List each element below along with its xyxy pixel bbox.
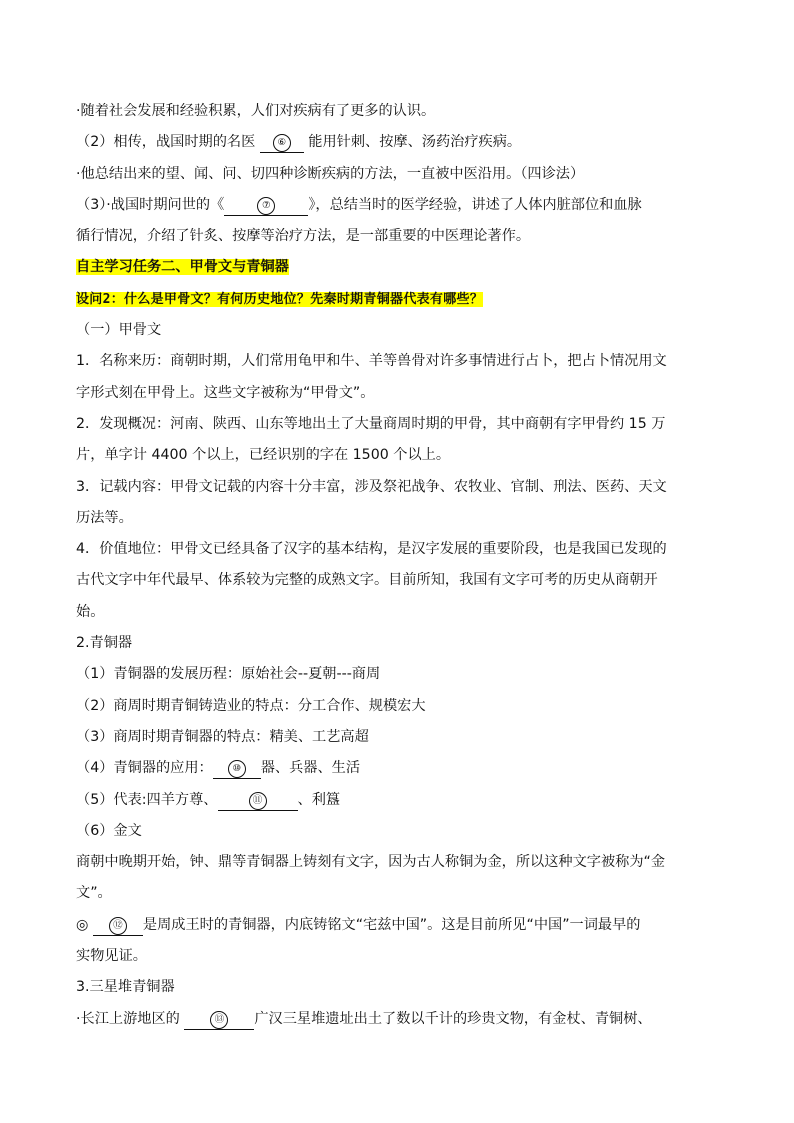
text-span: （3）·战国时期问世的《 xyxy=(76,196,225,213)
text-span: 广汉三星堆遗址出土了数以千计的珍贵文物，有金杖、青铜树、 xyxy=(254,1010,652,1027)
section-heading xyxy=(76,252,724,283)
text-line: 古代文字中年代最早、体系较为完整的成熟文字。目前所知，我国有文字可考的历史从商朝开 xyxy=(76,572,658,589)
text-span: ◎ xyxy=(76,916,93,933)
text-line xyxy=(76,1004,724,1035)
text-span: （5）代表:四羊方尊、 xyxy=(76,791,218,808)
blank-number: ⑪ xyxy=(249,792,267,810)
text-line: ·随着社会发展和经验积累，人们对疾病有了更多的认识。 xyxy=(76,103,436,119)
text-line: 历法等。 xyxy=(76,509,133,526)
text-line: ·他总结出来的望、闻、问、切四种诊断疾病的方法，一直被中医沿用。（四诊法） xyxy=(76,165,585,182)
fill-blank[interactable] xyxy=(184,1010,254,1030)
document-page xyxy=(76,96,724,1035)
fill-blank[interactable] xyxy=(260,133,304,153)
text-line: 片，单字计 4400 个以上，已经识别的字在 1500 个以上。 xyxy=(76,447,451,464)
text-span: 能用针刺、按摩、汤药治疗疾病。 xyxy=(303,134,522,151)
subsection-heading: （一）甲骨文 xyxy=(76,322,162,339)
fill-blank[interactable] xyxy=(93,916,143,936)
text-span: ·长江上游地区的 xyxy=(76,1010,185,1027)
list-item: （6）金文 xyxy=(76,822,142,839)
question-line xyxy=(76,284,724,315)
text-span: 、利簋 xyxy=(297,791,341,808)
text-line: 3．记载内容：甲骨文记载的内容十分丰富，涉及祭祀战争、农牧业、官制、刑法、医药、天文 xyxy=(76,478,667,495)
highlighted-heading: 自主学习任务二、甲骨文与青铜器 xyxy=(76,259,289,276)
text-line: 商朝中晚期开始，钟、鼎等青铜器上铸刻有文字，因为古人称铜为金，所以这种文字被称为“金 xyxy=(76,854,666,871)
list-item xyxy=(76,753,724,784)
text-line: 文”。 xyxy=(76,885,112,902)
text-line: 2．发现概况：河南、陕西、山东等地出土了大量商周时期的甲骨，其中商朝有字甲骨约 15 万 xyxy=(76,415,666,432)
list-item xyxy=(76,785,724,816)
fill-blank[interactable] xyxy=(218,791,298,811)
text-line: 始。 xyxy=(76,603,105,620)
list-item: （1）青铜器的发展历程：原始社会--夏朝---商周 xyxy=(76,666,381,683)
subsection-heading: 2.青铜器 xyxy=(76,635,133,652)
text-line: 实物见证。 xyxy=(76,948,147,965)
blank-number: ⑦ xyxy=(257,197,275,215)
fill-blank[interactable] xyxy=(213,759,261,779)
text-line: 循行情况，介绍了针炙、按摩等治疗方法，是一部重要的中医理论著作。 xyxy=(76,228,531,245)
text-line: 4．价值地位：甲骨文已经具备了汉字的基本结构，是汉字发展的重要阶段，也是我国已发现的 xyxy=(76,541,667,558)
text-line xyxy=(76,910,724,941)
highlighted-question: 设问2：什么是甲骨文？有何历史地位？先秦时期青铜器代表有哪些？ xyxy=(76,291,484,307)
text-span: 》，总结当时的医学经验，讲述了人体内脏部位和血脉 xyxy=(308,196,642,213)
list-item: （2）商周时期青铜铸造业的特点：分工合作、规模宏大 xyxy=(76,697,426,714)
blank-number: ⑩ xyxy=(228,760,246,778)
text-line: 字形式刻在甲骨上。这些文字被称为“甲骨文”。 xyxy=(76,384,375,401)
blank-number: ⑫ xyxy=(109,917,127,935)
fill-blank[interactable] xyxy=(224,196,308,216)
text-span: 是周成王时的青铜器，内底铸铭文“宅兹中国”。这是目前所见“中国”一词最早的 xyxy=(142,916,641,933)
text-span: 器、兵器、生活 xyxy=(260,760,361,777)
list-item: （3）商周时期青铜器的特点：精美、工艺高超 xyxy=(76,728,369,745)
subsection-heading: 3.三星堆青铜器 xyxy=(76,979,175,996)
blank-number: ⑬ xyxy=(210,1011,228,1029)
text-span: （4）青铜器的应用： xyxy=(76,760,213,777)
text-line xyxy=(76,127,724,158)
text-span: （2）相传，战国时期的名医 xyxy=(76,134,260,151)
text-line: 1．名称来历：商朝时期，人们常用龟甲和牛、羊等兽骨对许多事情进行占卜，把占卜情况用文 xyxy=(76,353,667,370)
blank-number: ⑥ xyxy=(273,134,291,152)
text-line xyxy=(76,190,724,221)
